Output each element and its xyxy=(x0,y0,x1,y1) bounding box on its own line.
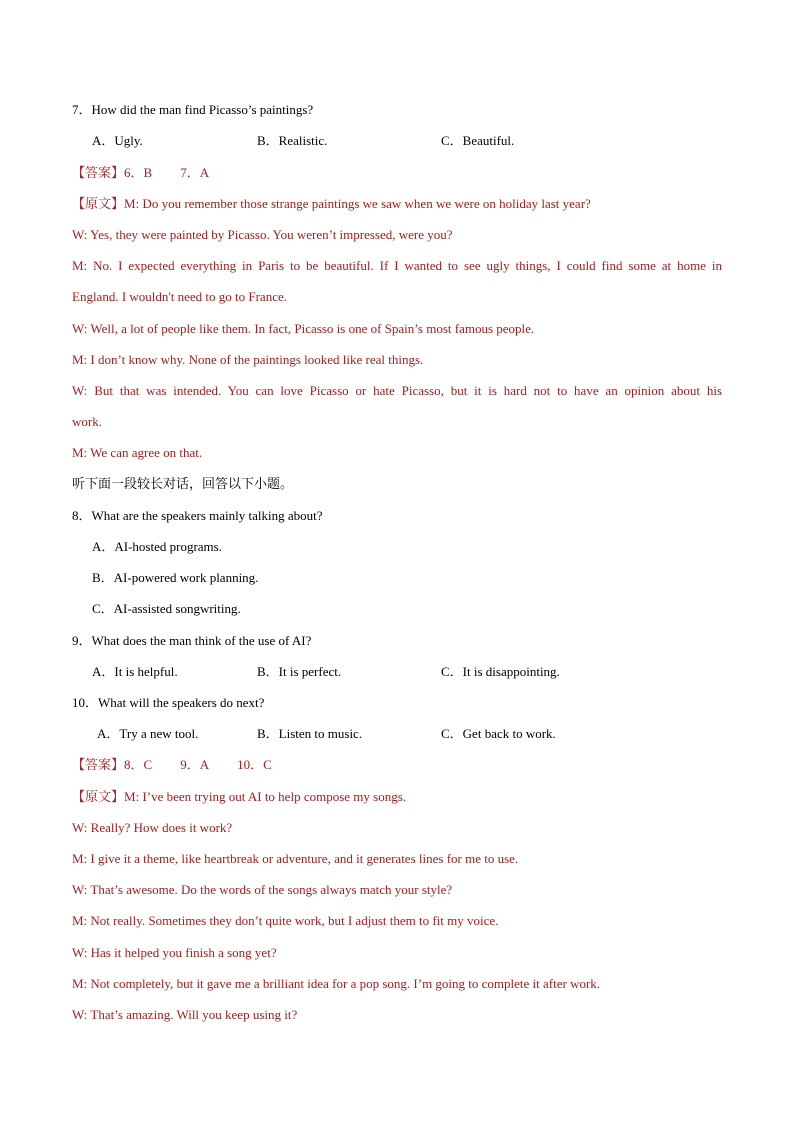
option-b: B．Realistic. xyxy=(257,133,328,148)
option-a: A．Ugly. xyxy=(92,133,143,148)
transcript-line: W: Really? How does it work? xyxy=(72,820,233,835)
answer-item: 7．A xyxy=(180,165,210,180)
transcript-line: work. xyxy=(72,414,102,429)
option-a: A．Try a new tool. xyxy=(97,726,199,741)
question-7-options xyxy=(0,133,794,149)
answer-label: 【答案】 xyxy=(72,166,125,181)
option-c: C．AI-assisted songwriting. xyxy=(92,601,241,616)
transcript-line: 【原文】M: I’ve been trying out AI to help compose my songs. xyxy=(72,789,407,805)
question-10-options xyxy=(0,726,794,742)
transcript-label: 【原文】 xyxy=(72,197,125,212)
option-c: C．Get back to work. xyxy=(441,726,556,741)
transcript-line: M: I give it a theme, like heartbreak or adventure, and it generates lines for me to use. xyxy=(72,851,519,866)
option-c: C．Beautiful. xyxy=(441,133,515,148)
answer-item: 10．C xyxy=(237,757,272,772)
answer-block-2 xyxy=(72,757,272,774)
transcript-line: W: Yes, they were painted by Picasso. You weren’t impressed, were you? xyxy=(72,227,453,242)
option-a: A．It is helpful. xyxy=(92,664,178,679)
answer-item: 8．C xyxy=(124,757,153,772)
answer-item: 6．B xyxy=(124,165,153,180)
transcript-line: W: But that was intended. You can love Picasso or hate Picasso, but it is hard not to have an opinion about his xyxy=(72,383,722,398)
option-c: C．It is disappointing. xyxy=(441,664,560,679)
transcript-line: W: That’s awesome. Do the words of the songs always match your style? xyxy=(72,882,453,897)
option-b: B．It is perfect. xyxy=(257,664,342,679)
question-10: 10．What will the speakers do next? xyxy=(72,695,265,710)
transcript-line: M: I don’t know why. None of the paintings looked like real things. xyxy=(72,352,424,367)
section-instruction: 听下面一段较长对话，回答以下小题。 xyxy=(72,477,294,492)
option-b: B．Listen to music. xyxy=(257,726,363,741)
transcript-line: M: Not completely, but it gave me a brilliant idea for a pop song. I’m going to complete it after work. xyxy=(72,976,601,991)
transcript-line: M: We can agree on that. xyxy=(72,445,203,460)
question-8: 8．What are the speakers mainly talking about? xyxy=(72,508,323,523)
transcript-line: W: Well, a lot of people like them. In fact, Picasso is one of Spain’s most famous people. xyxy=(72,321,535,336)
answer-label: 【答案】 xyxy=(72,758,125,773)
option-a: A．AI-hosted programs. xyxy=(92,539,222,554)
transcript-line: M: No. I expected everything in Paris to be beautiful. If I wanted to see ugly things, I could find some at home in xyxy=(72,258,722,273)
answer-block-1 xyxy=(72,165,209,182)
transcript-line: England. I wouldn't need to go to France. xyxy=(72,289,287,304)
transcript-label: 【原文】 xyxy=(72,790,125,805)
transcript-line: W: That’s amazing. Will you keep using it? xyxy=(72,1007,298,1022)
transcript-line: 【原文】M: Do you remember those strange paintings we saw when we were on holiday last year? xyxy=(72,196,591,212)
transcript-line: M: Not really. Sometimes they don’t quite work, but I adjust them to fit my voice. xyxy=(72,913,499,928)
transcript-line: W: Has it helped you finish a song yet? xyxy=(72,945,277,960)
answer-item: 9．A xyxy=(180,757,210,772)
question-7: 7．How did the man find Picasso’s paintings? xyxy=(72,102,314,117)
option-b: B．AI-powered work planning. xyxy=(92,570,259,585)
question-9-options xyxy=(0,664,794,680)
question-9: 9．What does the man think of the use of AI? xyxy=(72,633,312,648)
